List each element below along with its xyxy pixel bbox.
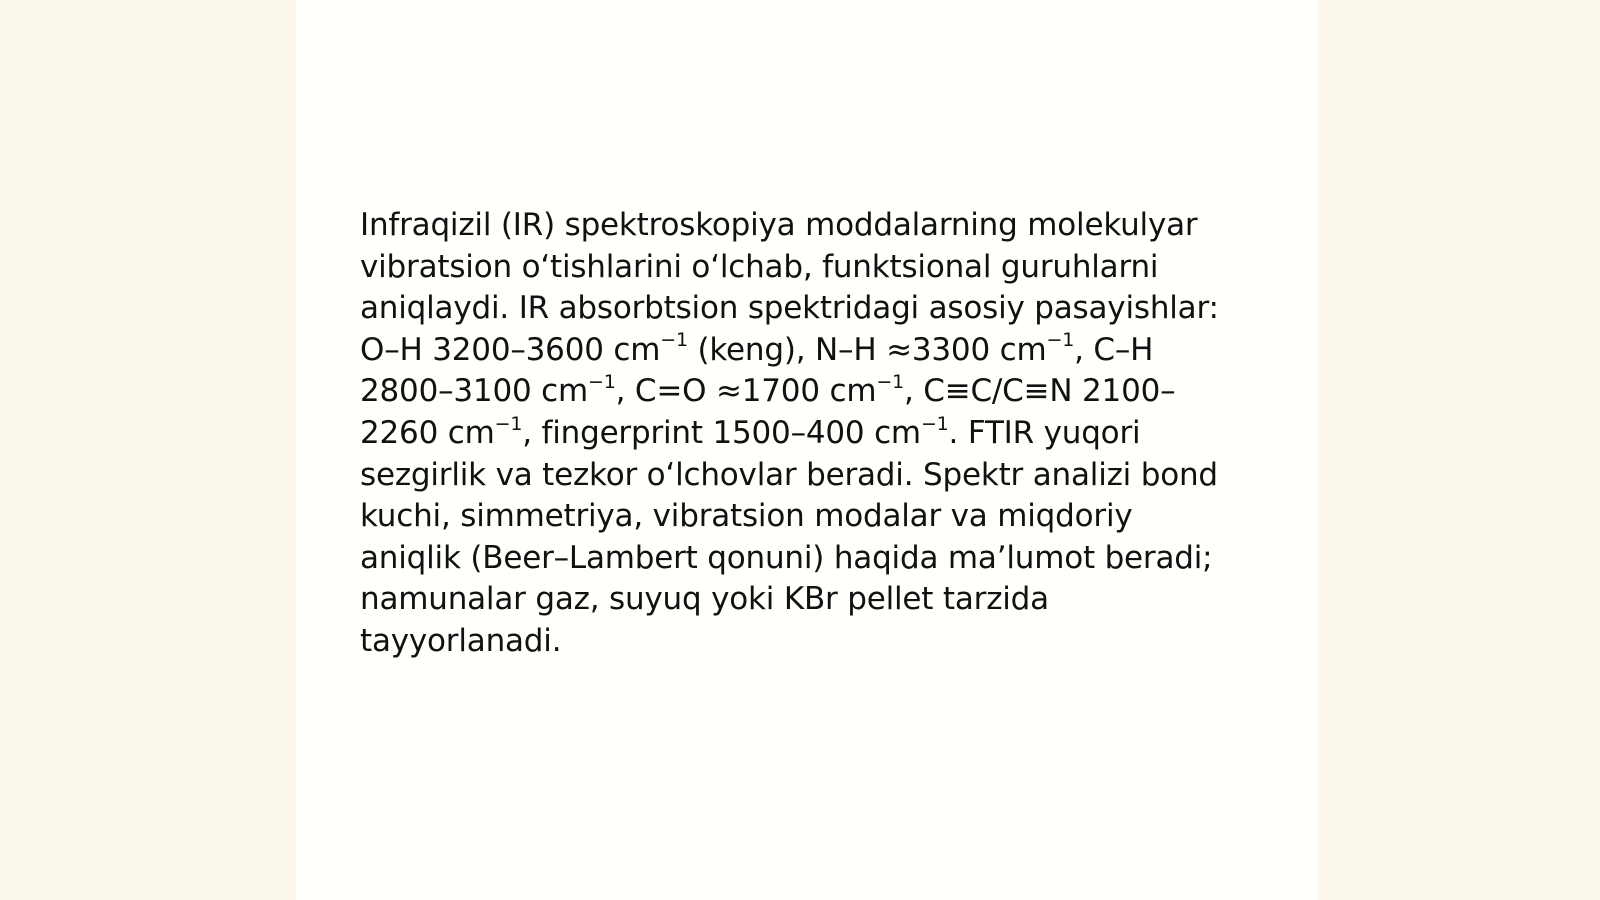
paragraph-text: (keng), N–H ≈3300 cm: [687, 331, 1047, 368]
paragraph-text: , C=O ≈1700 cm: [615, 373, 877, 410]
slide-page: [296, 0, 1318, 900]
paragraph-text: , C≡C/C≡N 2100–2260 cm: [360, 373, 1176, 451]
superscript: −1: [587, 371, 616, 394]
paragraph-text: Infraqizil (IR) spektroskopiya moddalarning molekulyar vibratsion o‘tishlarini o‘lchab, funktsional guruhlarni aniqlaydi. IR absorbtsion spektridagi asosiy pasayishlar: O–H 3200–3600 cm: [360, 207, 1219, 368]
superscript: −1: [920, 412, 949, 435]
paragraph-text: , C–H 2800–3100 cm: [360, 331, 1154, 410]
superscript: −1: [494, 412, 523, 435]
body-paragraph: [360, 205, 1240, 663]
superscript: −1: [1046, 329, 1075, 352]
superscript: −1: [660, 329, 688, 352]
superscript: −1: [876, 371, 904, 394]
paragraph-text: . FTIR yuqori sezgirlik va tezkor o‘lchovlar beradi. Spektr analizi bond kuchi, simmetriya, vibratsion modalar va miqdoriy aniqlik (Beer–Lambert qonuni) haqida ma’lumot beradi; namunalar gaz, suyuq yoki KBr pellet tarzida tayyorlanadi.: [360, 414, 1218, 659]
paragraph-text: , fingerprint 1500–400 cm: [522, 414, 921, 451]
